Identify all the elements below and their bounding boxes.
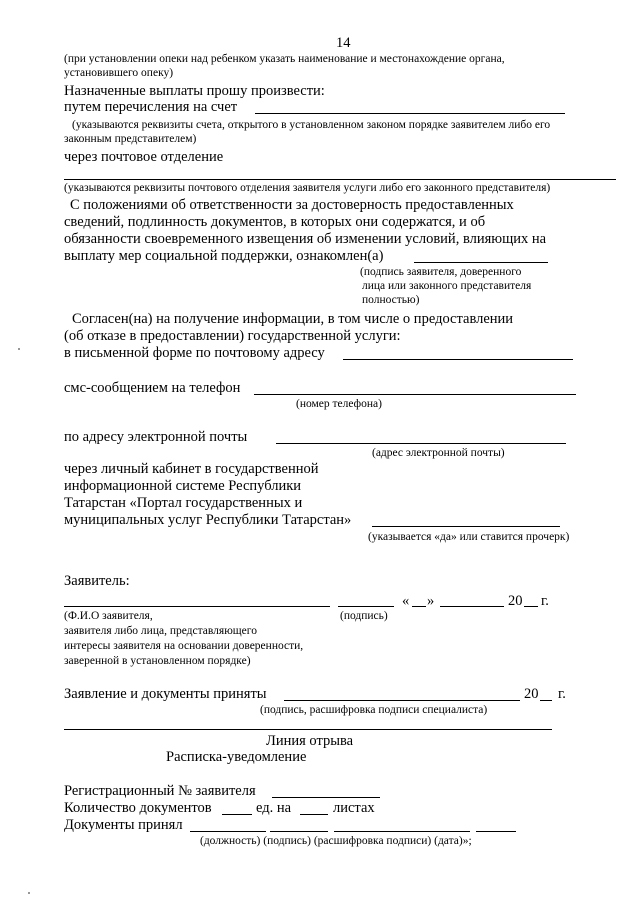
guardian-note-line1: (при установлении опеки над ребенком указать наименование и местонахождение органа,	[64, 53, 505, 65]
ack-line1: С положениями об ответственности за достоверность предоставленных	[70, 197, 514, 213]
ack-line2: сведений, подлинность документов, в которых они содержатся, и об	[64, 214, 486, 230]
applicant-fio-field[interactable]	[64, 606, 330, 607]
reg-number-field[interactable]	[272, 797, 380, 798]
applicant-signature-field[interactable]	[338, 606, 394, 607]
phone-note: (номер телефона)	[296, 398, 382, 410]
scan-speck	[18, 348, 20, 350]
sheets-label: листах	[333, 800, 375, 816]
payments-by-post: через почтовое отделение	[64, 149, 224, 165]
cabinet-note: (указывается «да» или ставится прочерк)	[368, 531, 570, 543]
receipt-signature-field[interactable]	[270, 831, 328, 832]
cabinet-field[interactable]	[372, 526, 560, 527]
email-field[interactable]	[276, 443, 566, 444]
receipt-title: Расписка-уведомление	[166, 749, 307, 765]
account-field[interactable]	[255, 113, 565, 114]
applicant-fio-note4: заверенной в установленном порядке)	[64, 655, 251, 667]
page-number: 14	[336, 35, 351, 51]
accepted-year-prefix: 20	[524, 686, 539, 702]
applicant-year-suffix: г.	[541, 593, 549, 609]
ack-line3: обязанности своевременного извещения об изменении условий, влияющих на	[64, 231, 547, 247]
doc-units-label: ед. на	[256, 800, 292, 816]
applicant-year-field[interactable]	[524, 606, 538, 607]
cabinet-line4: муниципальных услуг Республики Татарстан»	[64, 512, 352, 528]
accepted-note: (подпись, расшифровка подписи специалиста)	[260, 704, 488, 716]
tear-line-rule	[64, 729, 552, 730]
accepted-year-field[interactable]	[540, 700, 552, 701]
applicant-sign-note: (подпись)	[340, 610, 388, 622]
receipt-footer-note: (должность) (подпись) (расшифровка подписи) (дата)»;	[200, 835, 472, 847]
cabinet-line2: информационной системе Республики	[64, 478, 302, 494]
ack-sign-note3: полностью)	[362, 294, 420, 306]
consent-sms: смс-сообщением на телефон	[64, 380, 241, 396]
payments-heading: Назначенные выплаты прошу произвести:	[64, 83, 325, 99]
day-field[interactable]	[412, 606, 426, 607]
payments-by-transfer: путем перечисления на счет	[64, 99, 238, 115]
month-field[interactable]	[440, 606, 504, 607]
account-note-line1: (указываются реквизиты счета, открытого в установленном законом порядке заявителем либо его	[72, 119, 551, 131]
accepted-year-suffix: г.	[558, 686, 566, 702]
signature-decoding-field[interactable]	[334, 831, 470, 832]
cabinet-line1: через личный кабинет в государственной	[64, 461, 319, 477]
doc-count-label: Количество документов	[64, 800, 212, 816]
applicant-fio-note2: заявителя либо лица, представляющего	[64, 625, 257, 637]
applicant-year-prefix: 20	[508, 593, 523, 609]
tear-line-label: Линия отрыва	[266, 733, 354, 749]
account-note-line2: законным представителем)	[64, 133, 197, 145]
date-open-quote: «	[402, 593, 410, 609]
doc-count-field[interactable]	[222, 814, 252, 815]
post-note: (указываются реквизиты почтового отделения заявителя услуги либо его законного представителя)	[64, 182, 551, 194]
consent-line1: Согласен(на) на получение информации, в том числе о предоставлении	[72, 311, 514, 327]
ack-sign-note2: лица или законного представителя	[362, 280, 532, 292]
applicant-fio-note3: интересы заявителя на основании доверенности,	[64, 640, 304, 652]
accepted-label: Заявление и документы приняты	[64, 686, 267, 702]
receipt-date-field[interactable]	[476, 831, 516, 832]
reg-number-label: Регистрационный № заявителя	[64, 783, 256, 799]
consent-email: по адресу электронной почты	[64, 429, 248, 445]
cabinet-line3: Татарстан «Портал государственных и	[64, 495, 303, 511]
date-close-quote: »	[427, 593, 435, 609]
sheet-count-field[interactable]	[300, 814, 328, 815]
applicant-label: Заявитель:	[64, 573, 130, 589]
accepted-by-label: Документы принял	[64, 817, 183, 833]
ack-sign-note1: (подпись заявителя, доверенного	[360, 266, 522, 278]
phone-field[interactable]	[254, 394, 576, 395]
guardian-note-line2: установившего опеку)	[64, 67, 174, 79]
postal-address-field[interactable]	[343, 359, 573, 360]
scan-speck	[28, 892, 30, 894]
email-note: (адрес электронной почты)	[372, 447, 505, 459]
consent-written: в письменной форме по почтовому адресу	[64, 345, 325, 361]
ack-line4: выплату мер социальной поддержки, ознакомлен(а)	[64, 248, 384, 264]
accepted-signature-field[interactable]	[284, 700, 520, 701]
ack-signature-field[interactable]	[414, 262, 548, 263]
position-field[interactable]	[190, 831, 266, 832]
consent-line2: (об отказе в предоставлении) государственной услуги:	[64, 328, 401, 344]
post-office-field[interactable]	[64, 179, 616, 180]
applicant-fio-note1: (Ф.И.О заявителя,	[64, 610, 153, 622]
